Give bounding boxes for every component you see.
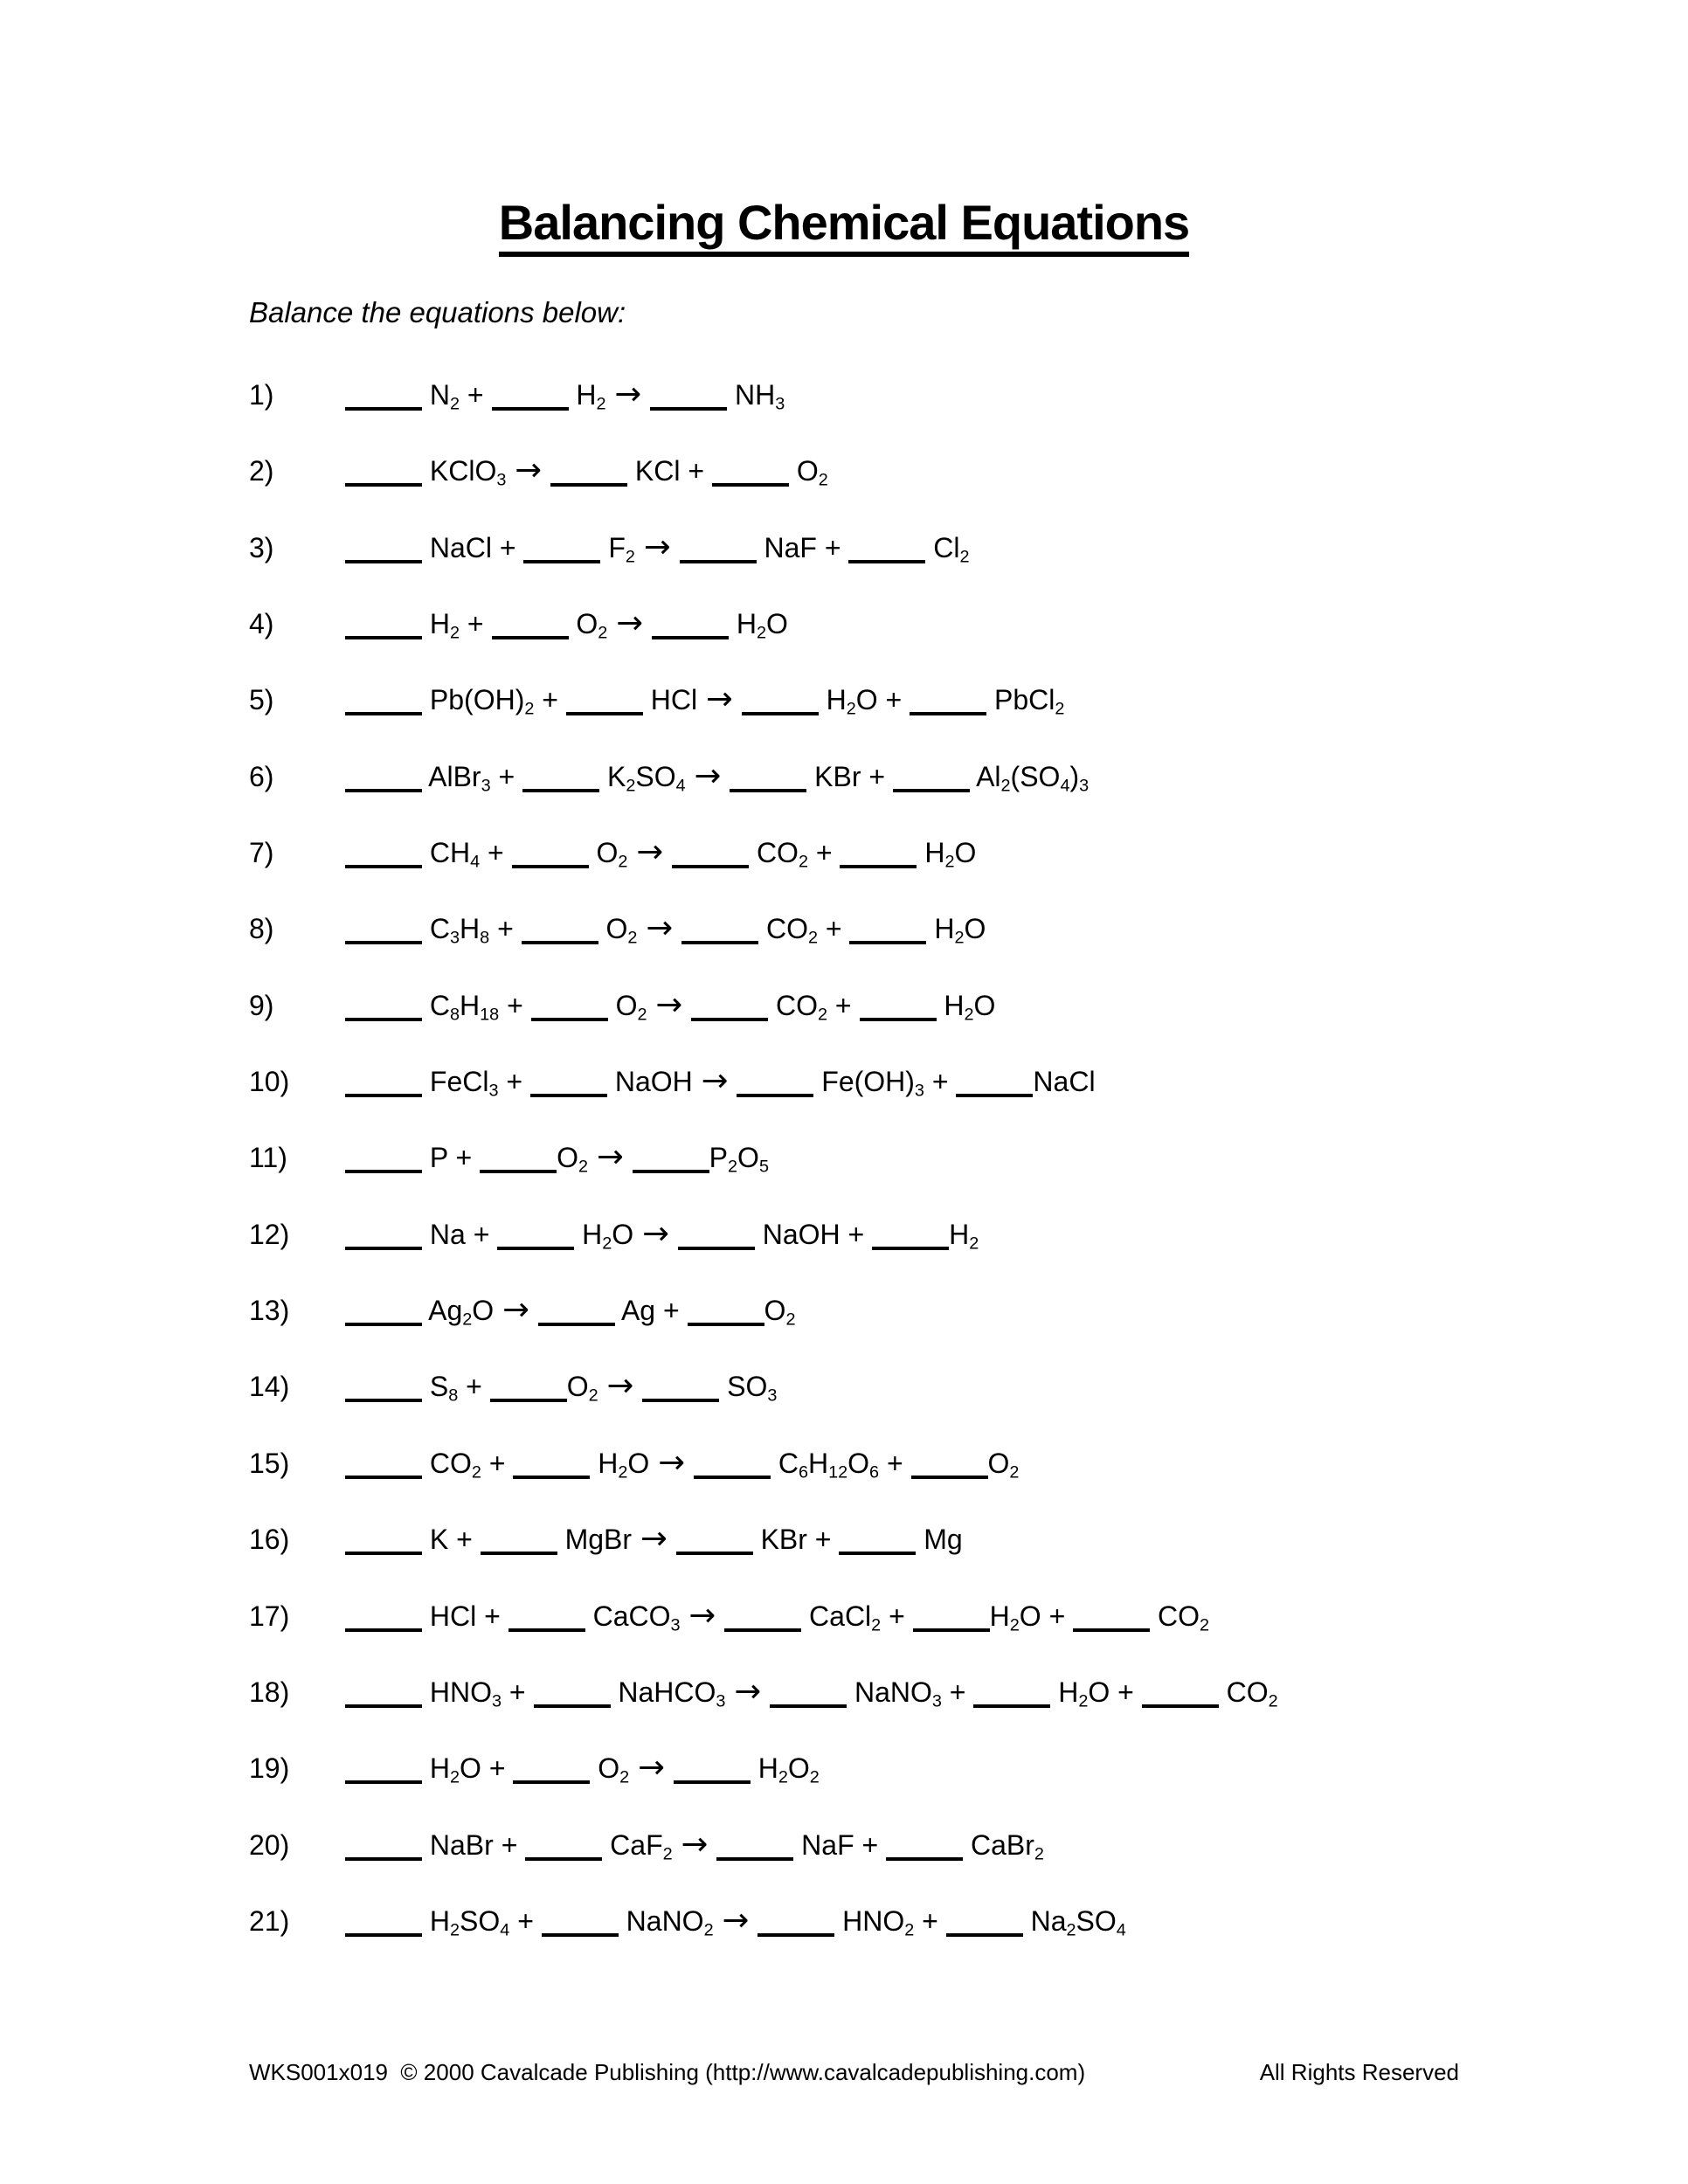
coefficient-blank <box>534 1704 611 1708</box>
coefficient-blank <box>712 483 789 487</box>
coefficient-blank <box>680 560 757 563</box>
coefficient-blank <box>531 1018 608 1021</box>
equation-row <box>249 1137 1636 1216</box>
coefficient-blank <box>839 1552 916 1555</box>
coefficient-blank <box>481 1552 557 1555</box>
equation-number: 16) <box>249 1524 290 1556</box>
equation-text: $C_8H_{18} + O_2 \to CO_2 + H_2O$ <box>345 988 1636 1023</box>
coefficient-blank <box>490 1399 567 1402</box>
equation-number: 13) <box>249 1295 290 1327</box>
coefficient-blank <box>345 712 422 715</box>
coefficient-blank <box>492 636 569 639</box>
coefficient-blank <box>681 941 758 944</box>
coefficient-blank <box>492 407 569 411</box>
reaction-arrow-icon: → <box>616 604 644 642</box>
equation-row <box>249 1290 1636 1369</box>
reaction-arrow-icon: → <box>515 451 543 489</box>
reaction-arrow-icon: → <box>681 1824 709 1863</box>
equation-row <box>249 1213 1636 1293</box>
reaction-arrow-icon: → <box>614 375 642 412</box>
equation-number: 8) <box>249 913 274 945</box>
reaction-arrow-icon: → <box>658 1442 686 1481</box>
equation-text: NaBr + CaF$_2$ → NaF + CaBr$_2$ <box>345 1828 1636 1863</box>
equation-text: $HNO_3$ + NaHCO$_3$ → NaNO$_3$ + $H_2O + CO_2$ <box>345 1675 1636 1710</box>
equation-number: 5) <box>249 684 274 716</box>
coefficient-blank <box>345 1170 422 1173</box>
coefficient-blank <box>345 483 422 487</box>
equation-row <box>249 756 1636 835</box>
equation-number: 21) <box>249 1904 290 1937</box>
coefficient-blank <box>345 1780 422 1784</box>
equation-row <box>249 1519 1636 1598</box>
equation-number: 6) <box>249 760 274 792</box>
coefficient-blank <box>345 1018 422 1021</box>
equation-row <box>249 453 1636 529</box>
coefficient-blank <box>956 1094 1033 1097</box>
title-area <box>0 196 1688 257</box>
equation-row <box>249 1671 1636 1751</box>
coefficient-blank <box>691 1018 768 1021</box>
coefficient-blank <box>345 1476 422 1479</box>
coefficient-blank <box>913 1628 990 1632</box>
equation-row <box>249 911 1636 987</box>
coefficient-blank <box>345 1247 422 1250</box>
coefficient-blank <box>345 1323 422 1326</box>
equation-row <box>249 1824 1636 1904</box>
coefficient-blank <box>724 1628 801 1632</box>
coefficient-blank <box>345 1628 422 1632</box>
equation-row <box>249 1061 1636 1140</box>
equation-text: $C_3H_8 + O_2 \to CO_2 + H_2O$ <box>345 911 1636 946</box>
equation-number: 20) <box>249 1828 290 1861</box>
coefficient-blank <box>650 407 727 411</box>
coefficient-blank <box>872 1247 949 1250</box>
reaction-arrow-icon: → <box>701 1061 729 1100</box>
coefficient-blank <box>345 1399 422 1402</box>
equation-number: 3) <box>249 531 274 563</box>
coefficient-blank <box>513 1476 590 1479</box>
coefficient-blank <box>946 1933 1023 1937</box>
reaction-arrow-icon: → <box>642 1213 669 1252</box>
coefficient-blank <box>345 1552 422 1555</box>
equation-row <box>249 1595 1636 1675</box>
coefficient-blank <box>737 1094 813 1097</box>
equation-text: $Pb(OH)_2$ + HCl → $H_2O$ + PbCl$_2$ <box>345 682 1636 717</box>
coefficient-blank <box>523 560 600 563</box>
reaction-arrow-icon: → <box>722 1900 750 1939</box>
coefficient-blank <box>674 1780 751 1784</box>
footer-copyright-text: WKS001x019 © 2000 Cavalcade Publishing (http://www.cavalcadepublishing.com) <box>249 2059 1086 2085</box>
coefficient-blank <box>676 1552 753 1555</box>
equation-row <box>249 835 1636 911</box>
instructions-text: Balance the equations below: <box>249 296 626 328</box>
equation-text: $CO_2 + H_2O \to C_6H_{12}O_6 + O_2$ <box>345 1446 1636 1481</box>
coefficient-blank <box>742 712 819 715</box>
reaction-arrow-icon: → <box>606 1366 634 1405</box>
coefficient-blank <box>770 1704 847 1708</box>
equation-text: $CH_4 + O_2 \to CO_2 + H_2O$ <box>345 835 1636 870</box>
equation-text: $H_2O + O_2 \to H_2O_2$ <box>345 1751 1636 1786</box>
equation-row <box>249 377 1636 453</box>
equation-number: 19) <box>249 1752 290 1785</box>
reaction-arrow-icon: → <box>502 1290 529 1329</box>
reaction-arrow-icon: → <box>636 833 664 871</box>
equation-number: 15) <box>249 1447 290 1479</box>
coefficient-blank <box>345 1933 422 1937</box>
coefficient-blank <box>910 712 986 715</box>
coefficient-blank <box>538 1323 615 1326</box>
equation-text: HCl + CaCO$_3$ → CaCl$_2$ + $H_2O + CO_2$ <box>345 1599 1636 1634</box>
coefficient-blank <box>513 1780 590 1784</box>
page-title: Balancing Chemical Equations <box>499 196 1189 257</box>
equation-number: 12) <box>249 1218 290 1250</box>
reaction-arrow-icon: → <box>688 1595 716 1634</box>
equation-number: 4) <box>249 608 274 640</box>
coefficient-blank <box>542 1933 619 1937</box>
reaction-arrow-icon: → <box>655 985 683 1023</box>
coefficient-blank <box>345 407 422 411</box>
coefficient-blank <box>886 1857 963 1861</box>
footer <box>249 2058 1459 2086</box>
coefficient-blank <box>688 1323 764 1326</box>
equation-row <box>249 527 1636 606</box>
equation-text: $N_2 + H_2 \to NH_3$ <box>345 377 1636 412</box>
equation-row <box>249 606 1636 682</box>
equation-row <box>249 1366 1636 1445</box>
coefficient-blank <box>508 1628 585 1632</box>
equation-row <box>249 1748 1636 1827</box>
reaction-arrow-icon: → <box>734 1671 762 1710</box>
equation-number: 10) <box>249 1066 290 1098</box>
coefficient-blank <box>1073 1628 1150 1632</box>
equation-text: $H_2SO_4$ + NaNO$_2$ → $HNO_2 + Na_2SO_4$ <box>345 1904 1636 1939</box>
equation-number: 17) <box>249 1600 290 1632</box>
equation-text: $Ag_2O \to Ag + O_2$ <box>345 1293 1636 1328</box>
coefficient-blank <box>525 1857 602 1861</box>
coefficient-blank <box>911 1476 988 1479</box>
coefficient-blank <box>512 865 589 868</box>
reaction-arrow-icon: → <box>643 527 671 565</box>
coefficient-blank <box>345 865 422 868</box>
reaction-arrow-icon: → <box>705 680 733 718</box>
equation-text: $H_2 + O_2 \to H_2O$ <box>345 606 1636 641</box>
coefficient-blank <box>345 1704 422 1708</box>
equation-text: FeCl$_3$ + NaOH → $Fe(OH)_3$ + NaCl <box>345 1064 1636 1099</box>
coefficient-blank <box>652 636 729 639</box>
footer-rights-text: All Rights Reserved <box>1259 2059 1459 2085</box>
equation-text: K + MgBr → KBr + Mg <box>345 1522 1636 1557</box>
coefficient-blank <box>345 636 422 639</box>
equation-number: 1) <box>249 379 274 411</box>
coefficient-blank <box>345 560 422 563</box>
coefficient-blank <box>480 1170 557 1173</box>
coefficient-blank <box>530 1094 607 1097</box>
coefficient-blank <box>694 1476 771 1479</box>
coefficient-blank <box>849 941 926 944</box>
coefficient-blank <box>1142 1704 1219 1708</box>
coefficient-blank <box>973 1704 1050 1708</box>
equation-text: AlBr$_3$ + $K_2SO_4$ → KBr + $Al_2(SO_4)_3$ <box>345 759 1636 794</box>
equation-number: 11) <box>249 1142 287 1174</box>
coefficient-blank <box>893 789 970 792</box>
reaction-arrow-icon: → <box>694 756 722 794</box>
coefficient-blank <box>550 483 627 487</box>
coefficient-blank <box>758 1933 834 1937</box>
reaction-arrow-icon: → <box>640 1519 668 1558</box>
coefficient-blank <box>566 712 643 715</box>
coefficient-blank <box>716 1857 793 1861</box>
equation-number: 7) <box>249 837 274 869</box>
equation-text: $P + O_2 \to P_2O_5$ <box>345 1140 1636 1175</box>
coefficient-blank <box>678 1247 755 1250</box>
equation-number: 18) <box>249 1676 290 1708</box>
equation-text: $Na + H_2O$ → NaOH + $H_2$ <box>345 1217 1636 1252</box>
coefficient-blank <box>345 941 422 944</box>
equation-number: 9) <box>249 989 274 1021</box>
equation-number: 2) <box>249 455 274 487</box>
equation-list <box>249 377 1636 1980</box>
coefficient-blank <box>522 941 598 944</box>
reaction-arrow-icon: → <box>646 909 674 947</box>
reaction-arrow-icon: → <box>596 1137 624 1176</box>
coefficient-blank <box>522 789 599 792</box>
equation-number: 14) <box>249 1371 290 1403</box>
equation-text: $S_8 + O_2 \to SO_3$ <box>345 1369 1636 1404</box>
coefficient-blank <box>345 1094 422 1097</box>
coefficient-blank <box>672 865 749 868</box>
equation-row <box>249 985 1636 1064</box>
coefficient-blank <box>633 1170 709 1173</box>
coefficient-blank <box>860 1018 937 1021</box>
coefficient-blank <box>497 1247 574 1250</box>
equation-row <box>249 1442 1636 1522</box>
equation-text: NaCl + $F_2$ → NaF + $Cl_2$ <box>345 530 1636 565</box>
coefficient-blank <box>345 1857 422 1861</box>
reaction-arrow-icon: → <box>638 1748 665 1787</box>
equation-row <box>249 682 1636 758</box>
coefficient-blank <box>730 789 806 792</box>
equation-text: KClO$_3$ → KCl + $O_2$ <box>345 453 1636 488</box>
coefficient-blank <box>840 865 917 868</box>
coefficient-blank <box>642 1399 719 1402</box>
coefficient-blank <box>848 560 925 563</box>
coefficient-blank <box>345 789 422 792</box>
equation-row <box>249 1900 1636 1980</box>
